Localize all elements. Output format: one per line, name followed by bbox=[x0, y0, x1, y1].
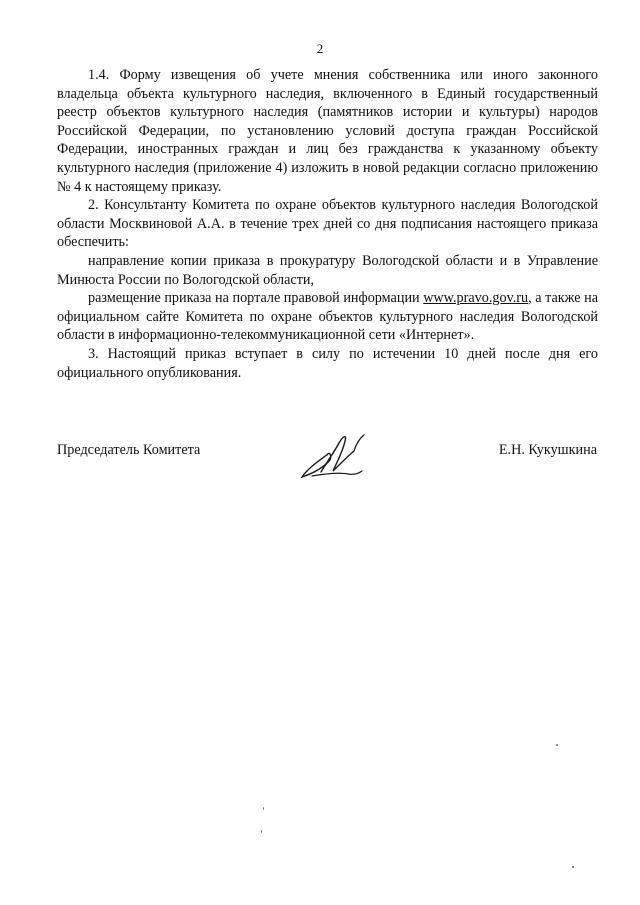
paragraph-3: 3. Настоящий приказ вступает в силу по истечении 10 дней после дня его официального опубликования. bbox=[57, 345, 598, 381]
handwritten-signature bbox=[298, 430, 374, 482]
signatory-title: Председатель Комитета bbox=[57, 442, 201, 458]
scan-speck bbox=[263, 807, 264, 810]
document-body bbox=[57, 66, 598, 382]
paragraph-2-item-2-text-before: размещение приказа на портале правовой информации bbox=[88, 290, 424, 307]
scan-speck bbox=[572, 866, 574, 868]
signatory-name: Е.Н. Кукушкина bbox=[498, 442, 597, 458]
scan-speck bbox=[261, 830, 262, 833]
scan-speck bbox=[556, 744, 558, 746]
paragraph-2-item-1: направление копии приказа в прокуратуру Вологодской области и в Управление Минюста России по Вологодской области, bbox=[57, 252, 598, 288]
page-number: 2 bbox=[316, 41, 324, 56]
paragraph-2-item-2 bbox=[57, 289, 598, 345]
paragraph-2: 2. Консультанту Комитета по охране объектов культурного наследия Вологодской области Москвиновой А.А. в течение трех дней со дня подписания настоящего приказа обеспечить: bbox=[57, 197, 598, 251]
paragraph-2-item-2-text-after: , а также на официальном сайте Комитета по охране объектов культурного наследия Вологодской области в информационно-телекоммуникационной сети «Интернет». bbox=[57, 290, 598, 344]
pravo-link[interactable]: www.pravo.gov.ru bbox=[423, 290, 529, 307]
paragraph-1-4: 1.4. Форму извещения об учете мнения собственника или иного законного владельца объекта культурного наследия, включенного в Единый государственный реестр объектов культурного наследия (памятников истории и культуры) народов Российской Федерации, по установлению условий доступа граждан Российской Федерации, иностранных граждан и лиц без гражданства к указанному объекту культурного наследия (приложение 4) изложить в новой редакции согласно приложению № 4 к настоящему приказу. bbox=[57, 67, 598, 195]
